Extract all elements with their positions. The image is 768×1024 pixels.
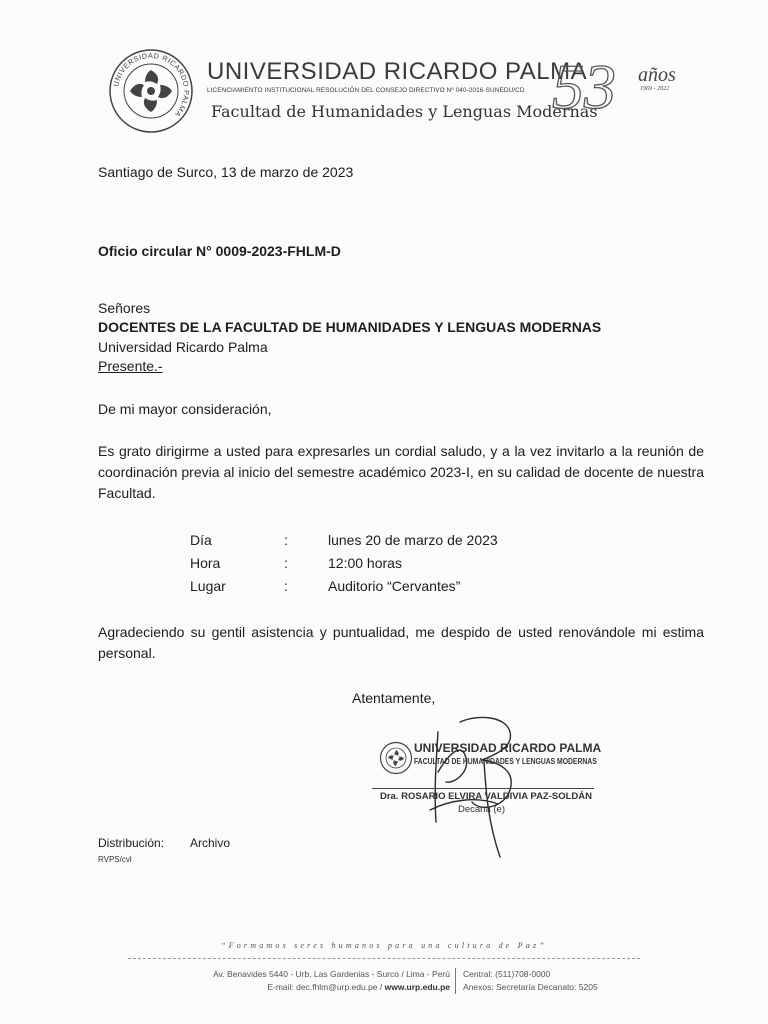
footer-extensions: Anexos: Secretaría Decanato: 5205 (463, 982, 598, 992)
place-date: Santiago de Surco, 13 de marzo de 2023 (98, 164, 354, 180)
salutation: Señores (98, 300, 151, 316)
anniversary-years: 1969 - 2022 (640, 86, 669, 92)
svg-text:53: 53 (552, 52, 616, 122)
anniversary-word: años (638, 64, 676, 86)
footer-email: dec.fhlm@urp.edu.pe (296, 982, 378, 992)
detail-value: Auditorio “Cervantes” (328, 578, 461, 594)
typist-initials: RVPS/cvl (98, 855, 132, 864)
footer-phone: Central: (511)708-0000 (463, 969, 551, 979)
greeting: De mi mayor consideración, (98, 401, 272, 417)
university-seal-logo (108, 48, 194, 134)
presente: Presente.- (98, 358, 163, 374)
body-paragraph: Es grato dirigirme a usted para expresarles un cordial saludo, y a la vez invitarlo a la reunión de coordinación previa al inicio del semestre académico 2023-I, en su calidad de docente de nuestra Facultad. (98, 443, 704, 501)
sign-off: Atentamente, (352, 690, 436, 706)
signer-name: Dra. ROSARIO ELVIRA VALDIVIA PAZ-SOLDÁN (380, 791, 593, 802)
footer-email-line (150, 981, 450, 994)
detail-separator: : (284, 532, 288, 548)
detail-label: Día (190, 532, 212, 548)
distribution-value: Archivo (190, 836, 231, 850)
footer-email-label: E-mail: (267, 982, 294, 992)
reference-number: Oficio circular N° 0009-2023-FHLM-D (98, 243, 341, 259)
detail-row-time (190, 555, 610, 577)
institution: Universidad Ricardo Palma (98, 339, 268, 355)
distribution-label: Distribución: (98, 836, 165, 850)
detail-label: Lugar (190, 578, 226, 594)
footer-vertical-divider (455, 968, 456, 994)
handwritten-signature (400, 712, 560, 862)
footer-divider (128, 958, 640, 959)
stamp-university: UNIVERSIDAD RICARDO PALMA (414, 741, 602, 755)
footer-motto: “Formamos seres humanos para una cultura de Paz” (221, 941, 547, 950)
detail-separator: : (284, 555, 288, 571)
university-name: UNIVERSIDAD RICARDO PALMA (207, 58, 588, 85)
detail-row-day (190, 532, 610, 554)
footer-website: www.urp.edu.pe (384, 982, 450, 992)
recipients: DOCENTES DE LA FACULTAD DE HUMANIDADES Y LENGUAS MODERNAS (98, 319, 602, 335)
footer-contact-right (463, 968, 598, 994)
detail-row-place (190, 578, 610, 600)
license-resolution: LICENCIAMIENTO INSTITUCIONAL RESOLUCIÓN DEL CONSEJO DIRECTIVO Nº 040-2016-SUNEDU/CD (207, 87, 525, 94)
detail-value: 12:00 horas (328, 555, 402, 571)
closing-paragraph: Agradeciendo su gentil asistencia y puntualidad, me despido de usted renovándole mi estima personal. (98, 624, 704, 661)
detail-value: lunes 20 de marzo de 2023 (328, 532, 498, 548)
footer-contact-left (150, 968, 450, 994)
detail-label: Hora (190, 555, 221, 571)
footer-website-separator: / (379, 982, 383, 992)
svg-text:UNIVERSIDAD RICARDO PALMA: UNIVERSIDAD RICARDO PALMA (111, 50, 192, 120)
detail-separator: : (284, 578, 288, 594)
footer-address: Av. Benavides 5440 - Urb. Las Gardenias - Surco / Lima - Perú (213, 969, 450, 979)
stamp-faculty: FACULTAD DE HUMANIDADES Y LENGUAS MODERNAS (414, 757, 597, 766)
faculty-name: Facultad de Humanidades y Lenguas Modernas (211, 102, 598, 121)
signer-title: Decana (e) (458, 804, 505, 815)
signature-line (372, 788, 594, 789)
